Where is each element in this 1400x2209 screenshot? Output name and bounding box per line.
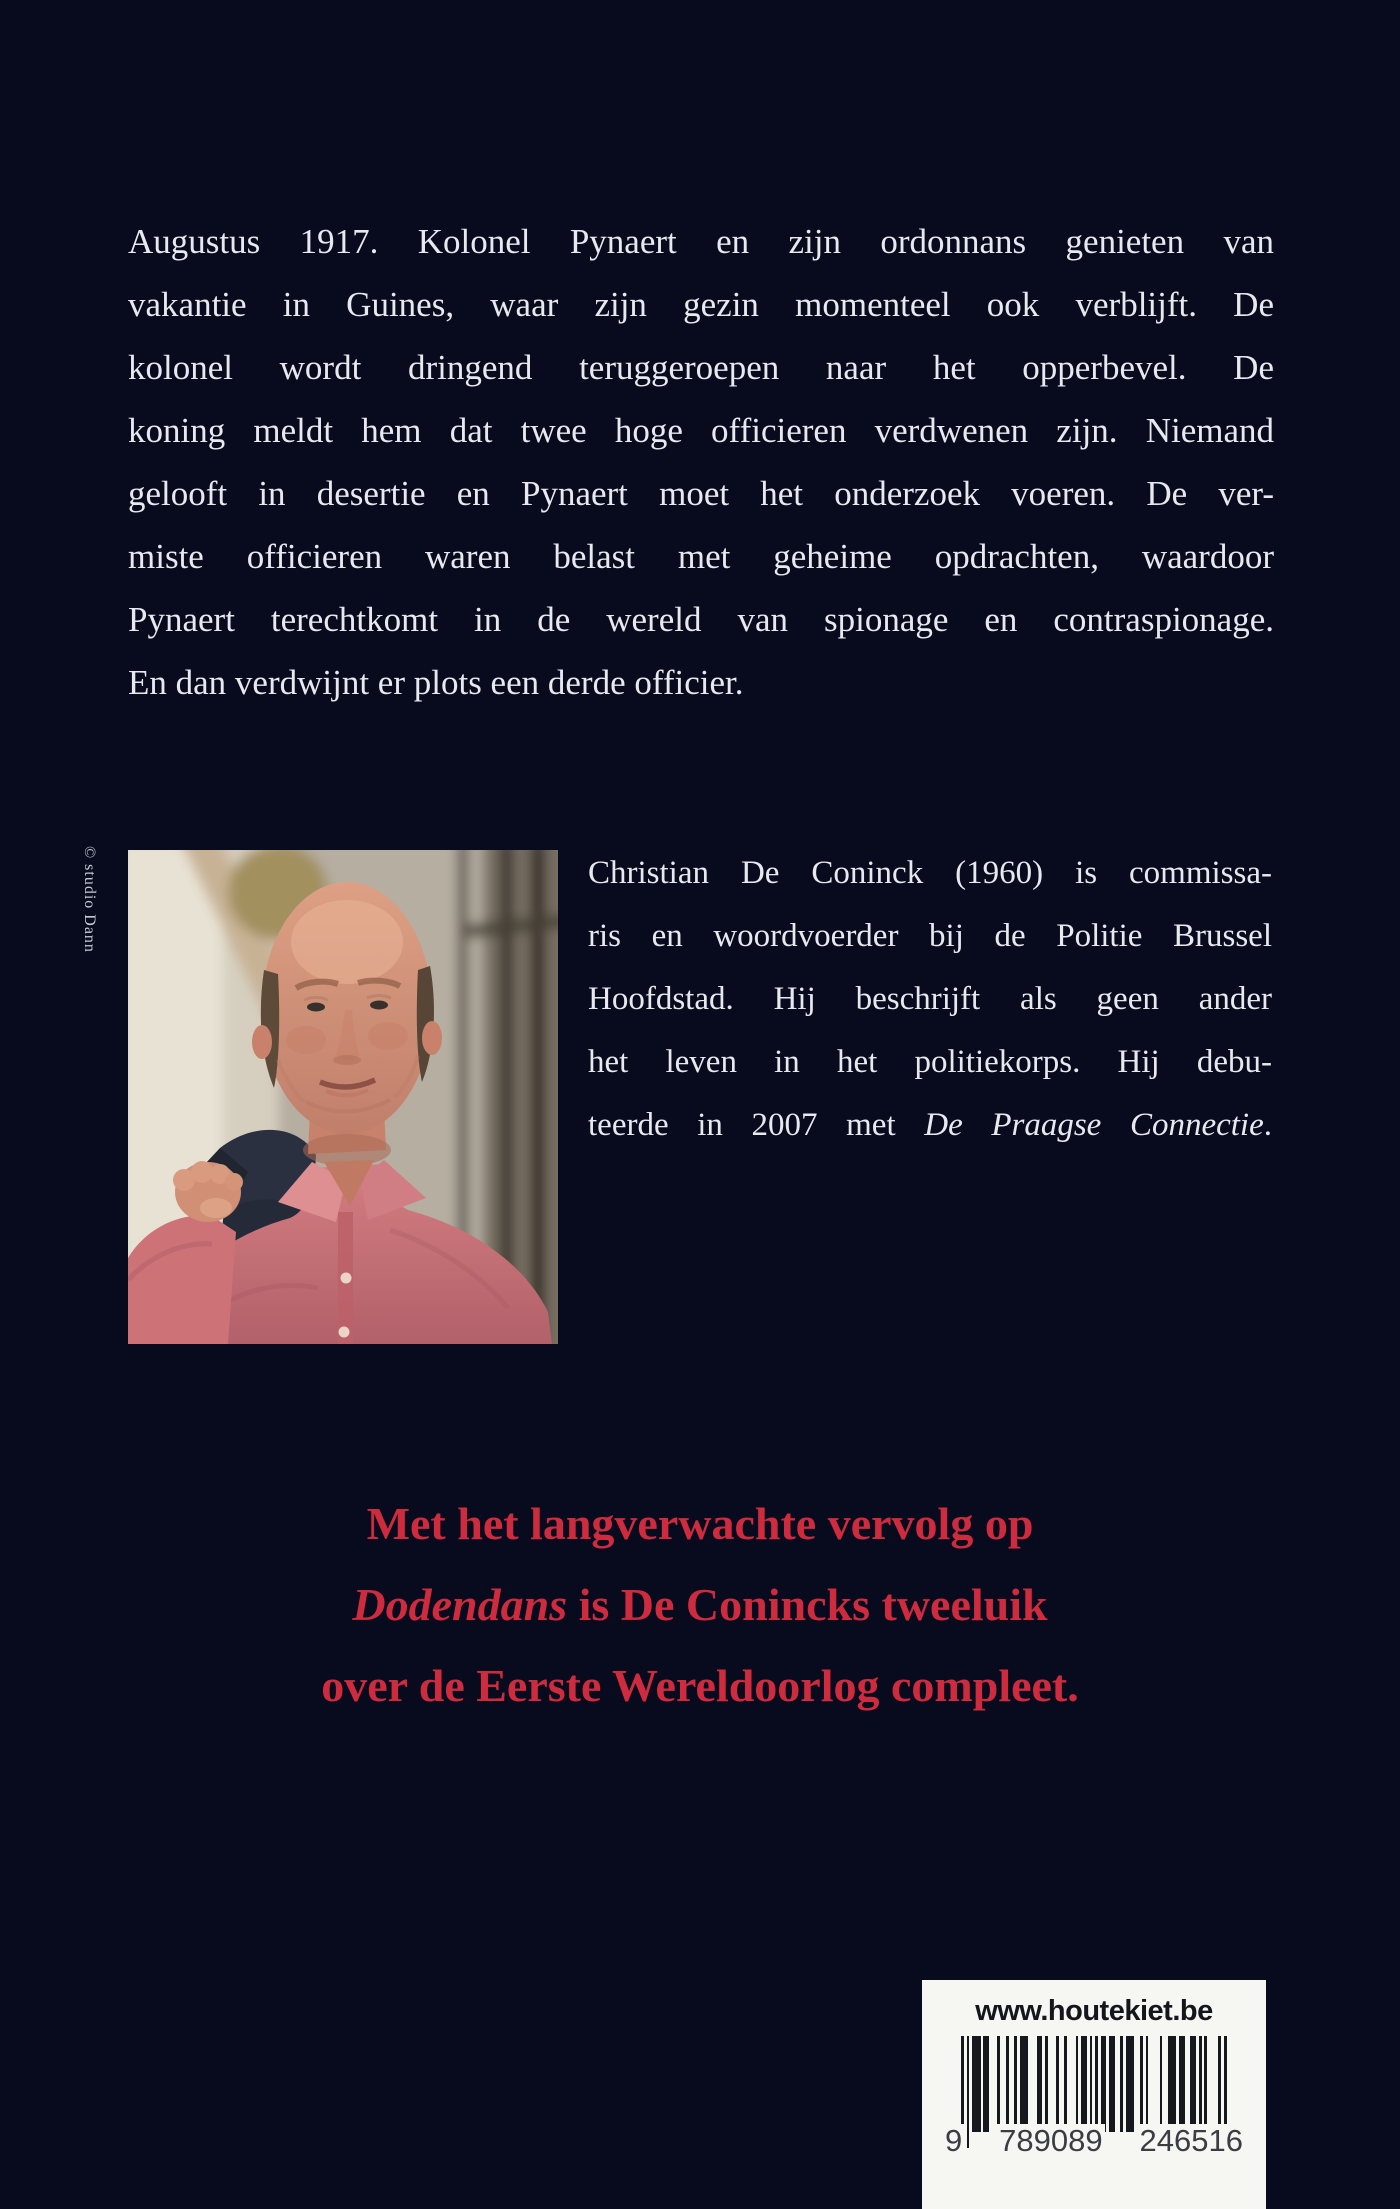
bio-line [588, 1094, 1272, 1157]
promo-text-rest: is De Conincks tweeluik [567, 1579, 1048, 1630]
author-bio [588, 842, 1272, 1157]
photo-credit: © studio Dann [81, 846, 98, 953]
author-portrait-illustration [128, 850, 558, 1344]
author-photo [128, 850, 558, 1344]
synopsis-line: miste officieren waren belast met geheime opdrachten, waardoor [128, 537, 1274, 576]
synopsis-line: vakantie in Guines, waar zijn gezin momenteel ook verblijft. De [128, 285, 1274, 324]
synopsis-line: koning meldt hem dat twee hoge officieren verdwenen zijn. Niemand [128, 411, 1274, 450]
publisher-url: www.houtekiet.be [975, 1995, 1213, 2027]
synopsis-line: En dan verdwijnt er plots een derde officier. [128, 663, 744, 702]
synopsis-line: Pynaert terechtkomt in de wereld van spionage en contraspionage. [128, 600, 1274, 639]
barcode-panel [922, 1980, 1266, 2209]
promo-text [0, 1483, 1400, 1726]
synopsis-line: kolonel wordt dringend teruggeroepen naar het opperbevel. De [128, 348, 1274, 387]
promo-line: over de Eerste Wereldoorlog compleet. [321, 1660, 1079, 1711]
bio-text: . [1263, 1107, 1272, 1143]
book-title-italic: Dodendans [352, 1579, 568, 1630]
synopsis [128, 210, 1274, 714]
book-title-italic: De Praagse Connectie [924, 1107, 1264, 1143]
synopsis-line: Augustus 1917. Kolonel Pynaert en zijn ordonnans genieten van [128, 222, 1274, 261]
bio-line: het leven in het politiekorps. Hij debu- [588, 1044, 1272, 1080]
promo-line [0, 1564, 1400, 1645]
promo-line: Met het langverwachte vervolg op [366, 1498, 1034, 1549]
isbn-number: 9 789089 246516 [945, 2123, 1243, 2158]
bio-line: ris en woordvoerder bij de Politie Brussel [588, 918, 1272, 954]
bio-line: Christian De Coninck (1960) is commissa- [588, 855, 1272, 891]
synopsis-line: gelooft in desertie en Pynaert moet het onderzoek voeren. De ver- [128, 474, 1274, 513]
bio-text: teerde in 2007 met [588, 1107, 925, 1143]
bio-line: Hoofdstad. Hij beschrijft als geen ander [588, 981, 1272, 1017]
